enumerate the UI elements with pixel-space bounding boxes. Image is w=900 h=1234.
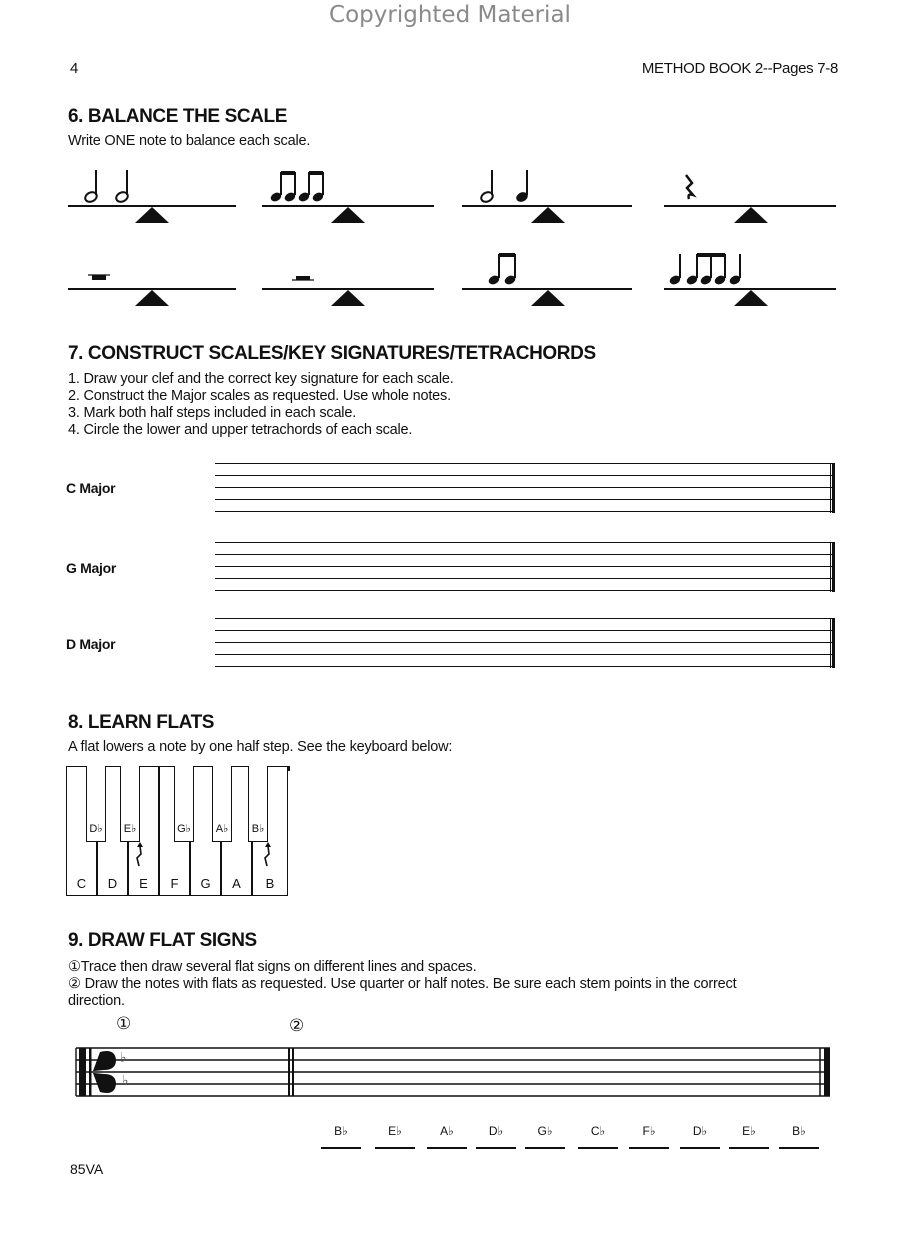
flat-sign-icon: ♭ — [122, 1073, 129, 1089]
balance-scales — [0, 160, 900, 310]
footer-code: 85VA — [70, 1161, 104, 1177]
flat-note-label: B♭ — [334, 1124, 348, 1138]
marker-1: ① — [116, 1014, 132, 1033]
flat-note-label: D♭ — [488, 1124, 504, 1138]
white-key-f: F — [159, 766, 190, 896]
section-7-steps — [68, 371, 454, 439]
eighth-notes-icon — [487, 253, 516, 286]
black-key-e-flat: E♭ — [120, 766, 140, 842]
black-key-g-flat: G♭ — [174, 766, 194, 842]
step-1: 1. Draw your clef and the correct key signature for each scale. — [68, 371, 454, 387]
quarter-note-icon — [515, 170, 530, 204]
arrow-icon — [137, 846, 141, 866]
black-key-b-flat: B♭ — [248, 766, 268, 842]
quarter-rest-icon — [686, 175, 693, 199]
half-note-icon — [115, 170, 130, 204]
arrow-icon — [265, 846, 269, 866]
section-6-instruction: Write ONE note to balance each scale. — [68, 133, 311, 149]
running-head: METHOD BOOK 2--Pages 7-8 — [641, 60, 838, 77]
scale-label-g: G Major — [66, 560, 117, 576]
white-key-d: D — [97, 766, 128, 896]
half-rest-icon — [296, 276, 310, 280]
white-key-e: E — [128, 766, 159, 896]
half-note-icon — [84, 170, 99, 204]
flat-note-label: C♭ — [590, 1124, 606, 1138]
flat-note-label: F♭ — [642, 1124, 656, 1138]
marker-2: ② — [289, 1016, 305, 1035]
section-7-title: 7. CONSTRUCT SCALES/KEY SIGNATURES/TETRACHORDS — [68, 343, 596, 364]
flat-note-label: A♭ — [440, 1124, 454, 1138]
half-step-arrows — [66, 766, 290, 896]
staff-g-major[interactable] — [215, 542, 835, 592]
flat-sign-icon: ♭ — [120, 1050, 127, 1066]
staff-d-major[interactable] — [215, 618, 835, 668]
white-key-c: C — [66, 766, 97, 896]
section-8-title: 8. LEARN FLATS — [68, 712, 215, 733]
step-4: 4. Circle the lower and upper tetrachords of each scale. — [68, 422, 413, 438]
whole-rest-icon — [92, 275, 106, 280]
flat-note-label: E♭ — [388, 1124, 402, 1138]
step-3: 3. Mark both half steps included in each scale. — [68, 405, 357, 421]
section-9-title: 9. DRAW FLAT SIGNS — [68, 930, 257, 951]
watermark: Copyrighted Material — [329, 2, 571, 28]
section-8-instruction: A flat lowers a note by one half step. See the keyboard below: — [68, 739, 453, 755]
white-key-b: B — [252, 766, 288, 896]
flat-staff[interactable] — [60, 1040, 840, 1110]
staff-c-major[interactable] — [215, 463, 835, 513]
section-9-step-2: ② Draw the notes with flats as requested. Use quarter or half notes. Be sure each stem points in the correct — [68, 976, 737, 992]
flat-note-label: E♭ — [742, 1124, 756, 1138]
piano-keyboard — [66, 766, 290, 896]
flat-note-labels — [0, 1124, 900, 1154]
section-9-step-2-cont: direction. — [68, 993, 125, 1009]
section-9-step-1: ①Trace then draw several flat signs on different lines and spaces. — [68, 959, 477, 975]
flat-note-label: G♭ — [537, 1124, 553, 1138]
page-number: 4 — [70, 60, 79, 77]
flat-note-label: D♭ — [692, 1124, 708, 1138]
white-key-a: A — [221, 766, 252, 896]
mixed-notes-icon — [668, 253, 741, 286]
black-key-a-flat: A♭ — [212, 766, 232, 842]
half-note-icon — [480, 170, 495, 204]
scale-label-c: C Major — [66, 480, 116, 496]
step-2: 2. Construct the Major scales as requested. Use whole notes. — [68, 388, 451, 404]
eighth-notes-icon — [269, 171, 324, 203]
white-key-g: G — [190, 766, 221, 896]
black-key-d-flat: D♭ — [86, 766, 106, 842]
flat-note-label: B♭ — [792, 1124, 806, 1138]
scale-label-d: D Major — [66, 636, 116, 652]
section-6-title: 6. BALANCE THE SCALE — [68, 106, 287, 127]
